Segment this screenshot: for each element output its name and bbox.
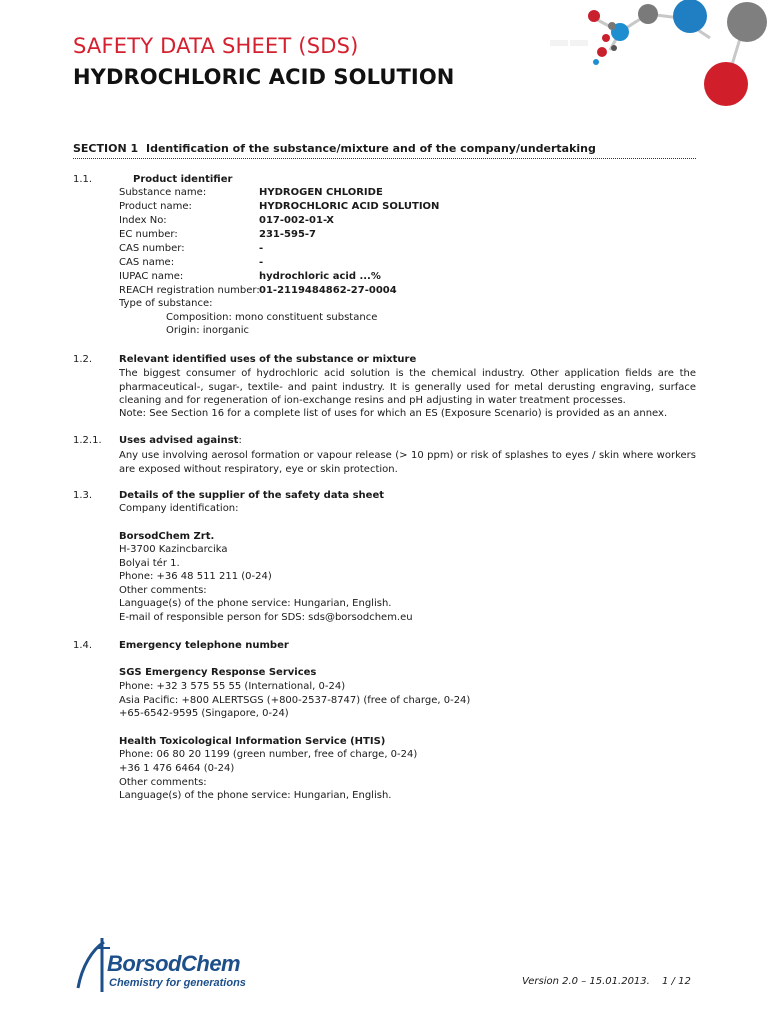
sgs-phone-line: +65-6542-9595 (Singapore, 0-24) xyxy=(119,708,289,719)
supplier-address-line: Bolyai tér 1. xyxy=(119,558,180,569)
identifier-value: 01-2119484862-27-0004 xyxy=(259,285,397,296)
identifier-key: IUPAC name: xyxy=(119,271,184,282)
htis-line: Phone: 06 80 20 1199 (green number, free of charge, 0-24) xyxy=(119,749,418,760)
identified-uses-text: The biggest consumer of hydrochloric acid solution is the chemical industry. Other application fields are the pharmaceutical-, sugar-, textile- and paint industry. It is generally used for metal derusting engraving, surface cleaning and for regeneration of ion-exchange resins and pH adjusting in water treatment processes. xyxy=(119,368,696,407)
subsection-number-1-1: 1.1. xyxy=(73,174,93,185)
uses-advised-against-text: Any use involving aerosol formation or vapour release (> 10 ppm) or risk of splashes to eyes / skin where workers are exposed without respiratory, eye or skin protection. xyxy=(119,450,696,475)
identified-uses-note: Note: See Section 16 for a complete list of uses for which an ES (Exposure Scenario) is provided as an annex. xyxy=(119,408,668,419)
page-number: 1 / 12 xyxy=(662,976,691,987)
identifier-row xyxy=(119,271,381,282)
subsection-number-1-4: 1.4. xyxy=(73,640,93,651)
htis-line: Language(s) of the phone service: Hungarian, English. xyxy=(119,790,392,801)
identifier-value: - xyxy=(259,257,264,268)
supplier-comments-label: Other comments: xyxy=(119,585,207,596)
company-name: BorsodChem Zrt. xyxy=(119,531,215,542)
identifier-value: hydrochloric acid ...% xyxy=(259,271,381,282)
htis-title: Health Toxicological Information Service (HTIS) xyxy=(119,736,386,747)
sgs-phone-line: Phone: +32 3 575 55 55 (International, 0-24) xyxy=(119,681,346,692)
subsection-heading-identified-uses: Relevant identified uses of the substance or mixture xyxy=(119,354,417,365)
subsection-heading-product-identifier: Product identifier xyxy=(133,174,233,185)
logo-tagline: Chemistry for generations xyxy=(109,977,246,989)
subsection-number-1-3: 1.3. xyxy=(73,490,93,501)
identifier-row xyxy=(119,285,397,296)
molecule-illustration xyxy=(540,0,768,120)
sgs-phone-line: Asia Pacific: +800 ALERTSGS (+800-2537-8747) (free of charge, 0-24) xyxy=(119,695,471,706)
identifier-row xyxy=(119,215,334,226)
sgs-title: SGS Emergency Response Services xyxy=(119,667,317,678)
identifier-value: 231-595-7 xyxy=(259,229,317,240)
htis-line: Other comments: xyxy=(119,777,207,788)
identifier-value: HYDROGEN CHLORIDE xyxy=(259,187,383,198)
section-divider xyxy=(73,158,696,159)
supplier-phone: Phone: +36 48 511 211 (0-24) xyxy=(119,571,272,582)
identifier-value: - xyxy=(259,243,264,254)
document-title-red: SAFETY DATA SHEET (SDS) xyxy=(73,34,359,58)
identifier-row xyxy=(119,243,263,254)
composition-text: Composition: mono constituent substance xyxy=(166,312,378,323)
identifier-key: CAS number: xyxy=(119,243,185,254)
supplier-address-line: H-3700 Kazincbarcika xyxy=(119,544,228,555)
document-version: Version 2.0 – 15.01.2013. xyxy=(522,976,650,987)
section-title: Identification of the substance/mixture and of the company/undertaking xyxy=(146,142,596,155)
section-number: SECTION 1 xyxy=(73,142,139,155)
identifier-row xyxy=(119,229,316,240)
subsection-heading-supplier: Details of the supplier of the safety data sheet xyxy=(119,490,385,501)
subsection-heading-emergency: Emergency telephone number xyxy=(119,640,289,651)
subsection-number-1-2: 1.2. xyxy=(73,354,93,365)
identifier-value: 017-002-01-X xyxy=(259,215,335,226)
heading-colon: : xyxy=(238,435,242,446)
htis-line: +36 1 476 6464 (0-24) xyxy=(119,763,235,774)
identifier-key: CAS name: xyxy=(119,257,175,268)
identifier-key: Index No: xyxy=(119,215,167,226)
identifier-key: Product name: xyxy=(119,201,192,212)
identifier-key: Substance name: xyxy=(119,187,207,198)
document-title-product: HYDROCHLORIC ACID SOLUTION xyxy=(73,65,455,89)
type-of-substance-label: Type of substance: xyxy=(119,298,213,309)
identifier-row xyxy=(119,257,263,268)
uses-advised-against-heading xyxy=(119,435,242,446)
company-identification-label: Company identification: xyxy=(119,503,239,514)
identifier-row xyxy=(119,201,439,212)
section-heading xyxy=(73,142,696,155)
logo-brand-name: BorsodChem xyxy=(107,951,241,976)
identifier-row xyxy=(119,187,383,198)
identifier-value: HYDROCHLORIC ACID SOLUTION xyxy=(259,201,440,212)
identifier-key: EC number: xyxy=(119,229,178,240)
subsection-number-1-2-1: 1.2.1. xyxy=(73,435,102,446)
supplier-languages: Language(s) of the phone service: Hungarian, English. xyxy=(119,598,392,609)
supplier-email: E-mail of responsible person for SDS: sds@borsodchem.eu xyxy=(119,612,413,623)
identifier-key: REACH registration number: xyxy=(119,285,260,296)
origin-text: Origin: inorganic xyxy=(166,325,250,336)
uses-advised-against-label: Uses advised against xyxy=(119,435,239,446)
